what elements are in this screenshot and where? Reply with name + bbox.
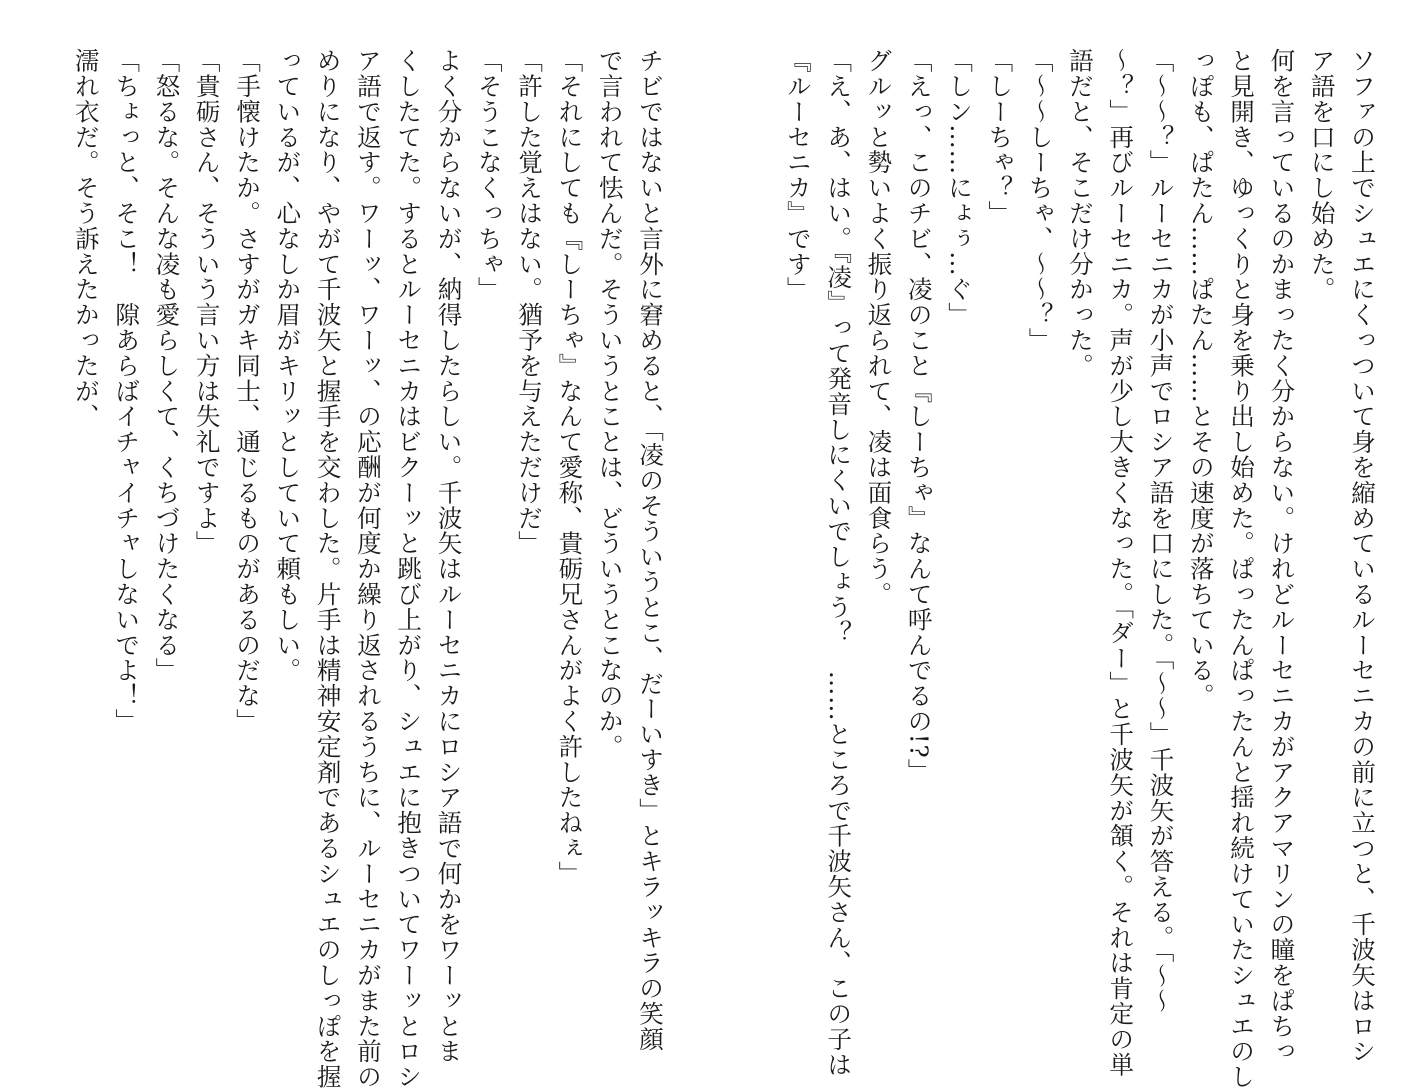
text-line: ア語で返す。ワーッ、ワーッ、の応酬が何度か繰り返されるうちに、ルーセニカがまた前の (353, 48, 383, 1089)
text-line: 「手懐けたか。さすがガキ同士、通じるものがあるのだな」 (233, 48, 263, 734)
text-line: っているが、心なしか眉がキリッとしていて頼もしい。 (273, 48, 303, 683)
text-line: 「許した覚えはない。猶予を与えただけだ」 (515, 48, 545, 556)
text-line: 「そうこなくっちゃ」 (474, 48, 504, 302)
text-line: ～？」再びルーセニカ。声が少し大きくなった。「ダー」と千波矢が頷く。それは肯定の単 (1106, 48, 1136, 1078)
text-line: よく分からないが、納得したらしい。千波矢はルーセニカにロシア語で何かをワーッとま (434, 48, 464, 1064)
left-page (70, 48, 670, 1089)
text-line: めりになり、やがて千波矢と握手を交わした。片手は精神安定剤であるシュエのしっぽを握 (313, 48, 343, 1089)
text-line: と見開き、ゆっくりと身を乗り出し始めた。ぱったんぱったんと揺れ続けていたシュエのし (1227, 48, 1257, 1089)
text-line: ソファの上でシュエにくっついて身を縮めているルーセニカの前に立つと、千波矢はロシ (1348, 48, 1377, 1064)
right-page (783, 48, 1382, 1089)
text-line: 濡れ衣だ。そう訴えたかったが、 (71, 48, 101, 429)
text-line: 「ちょっと、そこ！ 隙あらばイチャイチャしないでよ！」 (112, 48, 142, 734)
text-line: くしたてた。するとルーセニカはビクーッと跳び上がり、シュエに抱きついてワーッとロシ (394, 48, 424, 1089)
text-line: チビではないと言外に窘めると、「凌のそういうとこ、だーいすき」とキラッキラの笑顔 (636, 48, 665, 1052)
text-line: 語だと、そこだけ分かった。 (1065, 48, 1095, 379)
text-line: 「しン……にょぅ…ぐ」 (945, 48, 975, 328)
text-line: 何を言っているのかまったく分からない。けれどルーセニカがアクアマリンの瞳をぱちっ (1267, 48, 1297, 1064)
text-line: グルッと勢いよく振り返られて、凌は面食らう。 (864, 48, 894, 607)
text-line: 「～～しーちゃ、～～？」 (1025, 48, 1055, 353)
text-line: 「えっ、このチビ、凌のこと『しーちゃ』なんて呼んでるの!?」 (904, 48, 934, 784)
text-line: で言われて怯んだ。そういうとことは、どういうとこなのか。 (595, 48, 625, 760)
text-line: 「しーちゃ？」 (985, 48, 1015, 226)
text-line: 「怒るな。そんな凌も愛らしくて、くちづけたくなる」 (152, 48, 182, 683)
text-line: 「え、あ、はい。『凌』って発音しにくいでしょう？ ……ところで千波矢さん、この子は (824, 48, 854, 1078)
text-line: 「～～？」ルーセニカが小声でロシア語を口にした。「～～」千波矢が答える。「～～ (1146, 48, 1176, 1014)
text-line: ア語を口にし始めた。 (1307, 48, 1337, 302)
text-line: 『ルーセニカ』です」 (783, 48, 813, 302)
page-gutter (706, 0, 707, 1000)
text-line: 「それにしても『しーちゃ』なんて愛称、貴砺兄さんがよく許したねぇ」 (555, 48, 585, 887)
text-line: 「貴砺さん、そういう言い方は失礼ですよ」 (192, 48, 222, 556)
text-line: っぽも、ぱたん……ぱたん……とその速度が落ちている。 (1186, 48, 1216, 709)
